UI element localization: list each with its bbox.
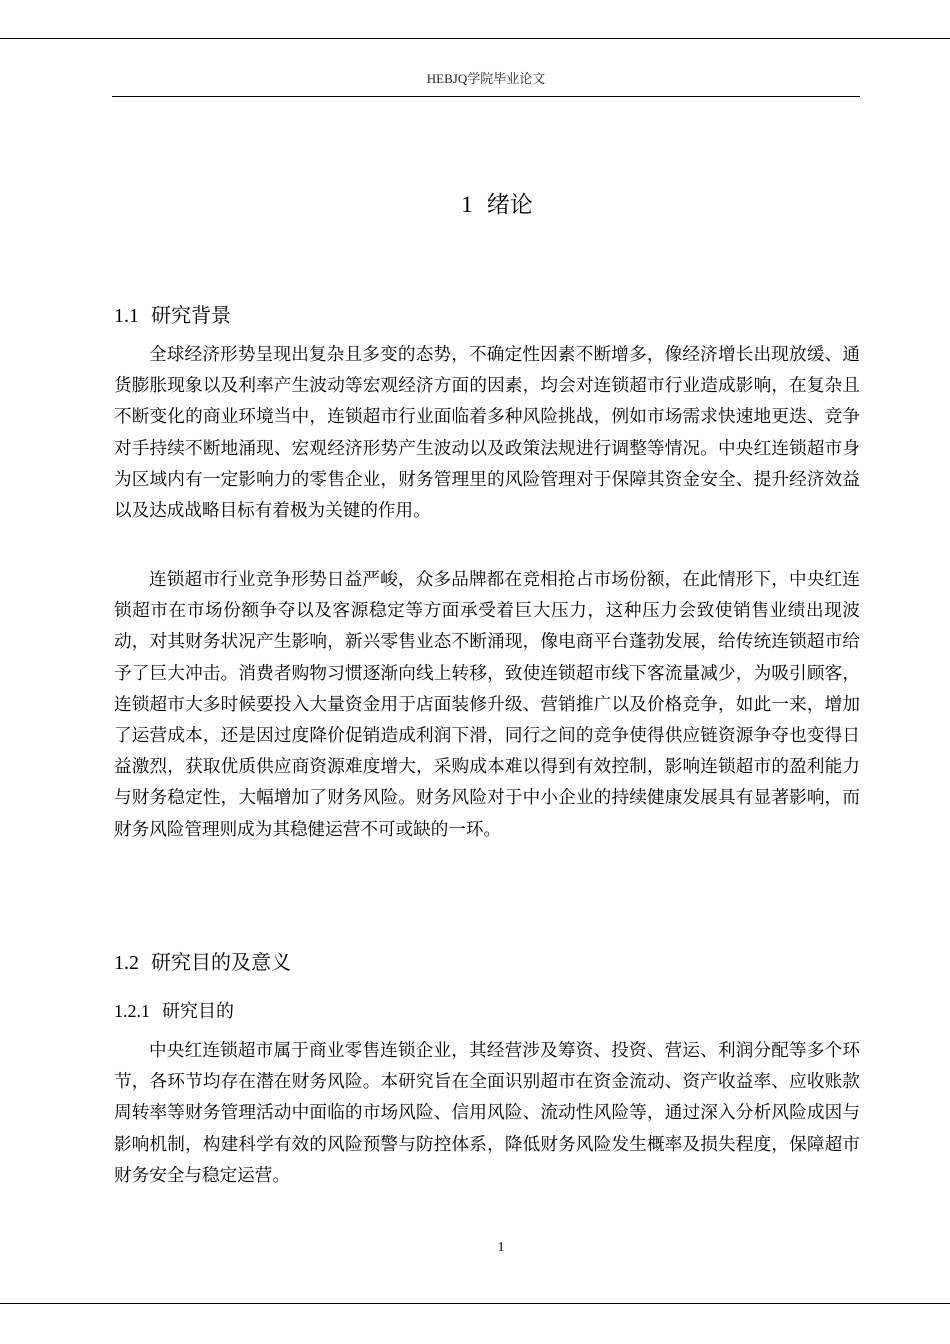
paragraph-purpose: 中央红连锁超市属于商业零售连锁企业，其经营涉及筹资、投资、营运、利润分配等多个环节，各环节均存在潜在财务风险。本研究旨在全面识别超市在资金流动、资产收益率、应收账款周转率等财务管理活动中面临的市场风险、信用风险、流动性风险等，通过深入分析风险成因与影响机制，构建科学有效的风险预警与防控体系，降低财务风险发生概率及损失程度，保障超市财务安全与稳定运营。 [114,1041,860,1186]
subsection-heading-1-2-1 [114,997,234,1023]
page-border-top [0,38,950,39]
paragraph-background-2: 连锁超市行业竞争形势日益严峻，众多品牌都在竞相抢占市场份额，在此情形下，中央红连锁超市在市场份额争夺以及客源稳定等方面承受着巨大压力，这种压力会致使销售业绩出现波动，对其财务状况产生影响，新兴零售业态不断涌现，像电商平台蓬勃发展，给传统连锁超市给予了巨大冲击。消费者购物习惯逐渐向线上转移，致使连锁超市线下客流量减少，为吸引顾客，连锁超市大多时候要投入大量资金用于店面装修升级、营销推广以及价格竞争，如此一来，增加了运营成本，还是因过度降价促销造成利润下滑，同行之间的竞争使得供应链资源争夺也变得日益激烈，获取优质供应商资源难度增大，采购成本难以得到有效控制，影响连锁超市的盈利能力与财务稳定性，大幅增加了财务风险。财务风险对于中小企业的持续健康发展具有显著影响，而财务风险管理则成为其稳健运营不可或缺的一环。 [114,570,860,840]
section-number: 1.1 [114,305,139,327]
page-number: 1 [497,1240,505,1255]
subsection-title: 研究目的 [162,1001,234,1022]
section-title: 研究背景 [151,303,231,327]
chapter-number: 1 [461,192,473,217]
section-heading-1-2 [114,946,291,975]
running-header: HEBJQ学院毕业论文 [426,71,546,86]
header-rule [112,96,860,97]
subsection-number: 1.2.1 [114,1001,150,1021]
paragraph-background-1: 全球经济形势呈现出复杂且多变的态势，不确定性因素不断增多，像经济增长出现放缓、通货膨胀现象以及利率产生波动等宏观经济方面的因素，均会对连锁超市行业造成影响，在复杂且不断变化的商业环境当中，连锁超市行业面临着多种风险挑战，例如市场需求快速地更迭、竞争对手持续不断地涌现、宏观经济形势产生波动以及政策法规进行调整等情况。中央红连锁超市身为区域内有一定影响力的零售企业，财务管理里的风险管理对于保障其资金安全、提升经济效益以及达成战略目标有着极为关键的作用。 [114,345,860,522]
section-number: 1.2 [114,952,139,974]
chapter-title-text: 绪论 [486,192,533,218]
section-title: 研究目的及意义 [151,950,291,974]
chapter-title [112,186,882,219]
section-heading-1-1 [114,299,231,328]
page-border-bottom [0,1303,950,1304]
